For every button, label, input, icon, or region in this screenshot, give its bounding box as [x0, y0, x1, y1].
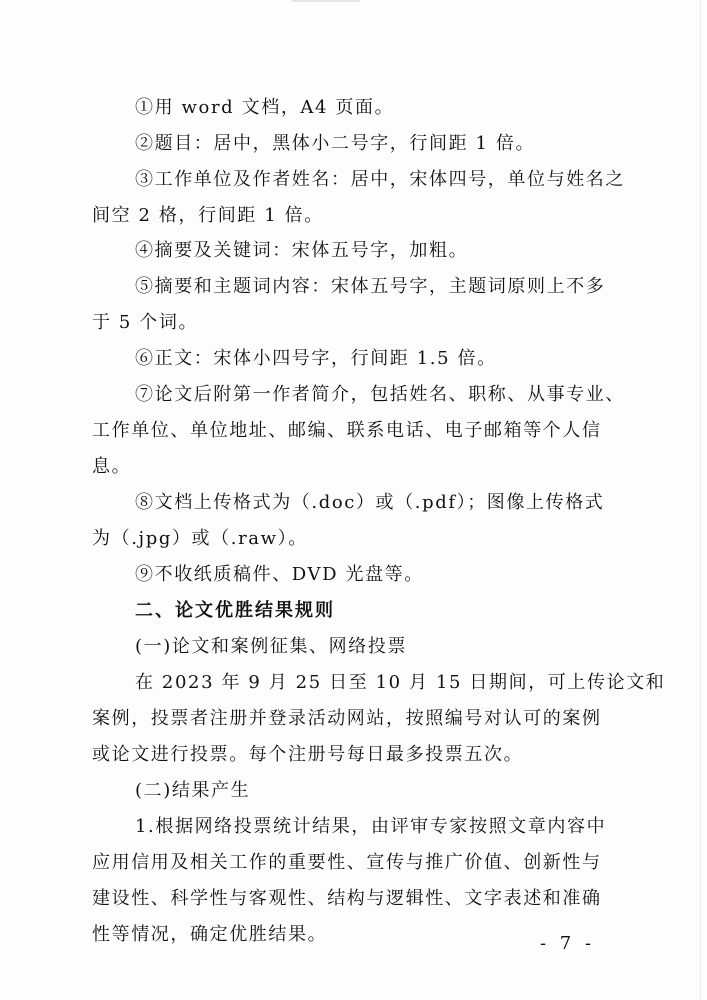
page-number: - 7 -: [540, 933, 596, 954]
page-edge-line: [700, 0, 701, 1000]
requirement-author-format: ③工作单位及作者姓名：居中，宋体四号，单位与姓名之: [135, 169, 625, 190]
results-paragraph-line-1: 1.根据网络投票统计结果，由评审专家按照文章内容中: [135, 816, 607, 837]
requirement-upload-format: ⑧文档上传格式为（.doc）或（.pdf）；图像上传格式: [135, 492, 605, 513]
requirement-abstract-keywords: ④摘要及关键词：宋体五号字，加粗。: [135, 240, 469, 261]
section-heading-rules: 二、论文优胜结果规则: [135, 600, 335, 621]
requirement-author-bio: ⑦论文后附第一作者简介，包括姓名、职称、从事专业、: [135, 384, 625, 405]
voting-paragraph-line-2: 案例，投票者注册并登录活动网站，按照编号对认可的案例: [92, 708, 602, 729]
requirement-no-paper: ⑨不收纸质稿件、DVD 光盘等。: [135, 564, 424, 585]
results-paragraph-line-4: 性等情况，确定优胜结果。: [92, 924, 328, 945]
requirement-body-text: ⑥正文：宋体小四号字，行间距 1.5 倍。: [135, 348, 497, 369]
requirement-abstract-content-cont: 于 5 个词。: [92, 312, 199, 333]
requirement-abstract-content: ⑤摘要和主题词内容：宋体五号字，主题词原则上不多: [135, 276, 606, 297]
requirement-author-bio-cont: 工作单位、单位地址、邮编、联系电话、电子邮箱等个人信: [92, 420, 602, 441]
voting-paragraph-line-1: 在 2023 年 9 月 25 日至 10 月 15 日期间，可上传论文和: [135, 672, 666, 693]
results-paragraph-line-3: 建设性、科学性与客观性、结构与逻辑性、文字表述和准确: [92, 888, 602, 909]
requirement-author-format-cont: 间空 2 格，行间距 1 倍。: [92, 205, 324, 226]
requirement-title-format: ②题目：居中，黑体小二号字，行间距 1 倍。: [135, 133, 536, 154]
voting-paragraph-line-3: 或论文进行投票。每个注册号每日最多投票五次。: [92, 744, 524, 765]
requirement-word-a4: ①用 word 文档，A4 页面。: [135, 97, 395, 118]
scan-mark: [292, 0, 360, 2]
requirement-author-bio-end: 息。: [92, 456, 132, 477]
results-paragraph-line-2: 应用信用及相关工作的重要性、宣传与推广价值、创新性与: [92, 852, 602, 873]
subsection-heading-results: (二)结果产生: [135, 780, 251, 801]
requirement-upload-format-cont: 为（.jpg）或（.raw）。: [92, 528, 308, 549]
subsection-heading-voting: (一)论文和案例征集、网络投票: [135, 636, 408, 657]
